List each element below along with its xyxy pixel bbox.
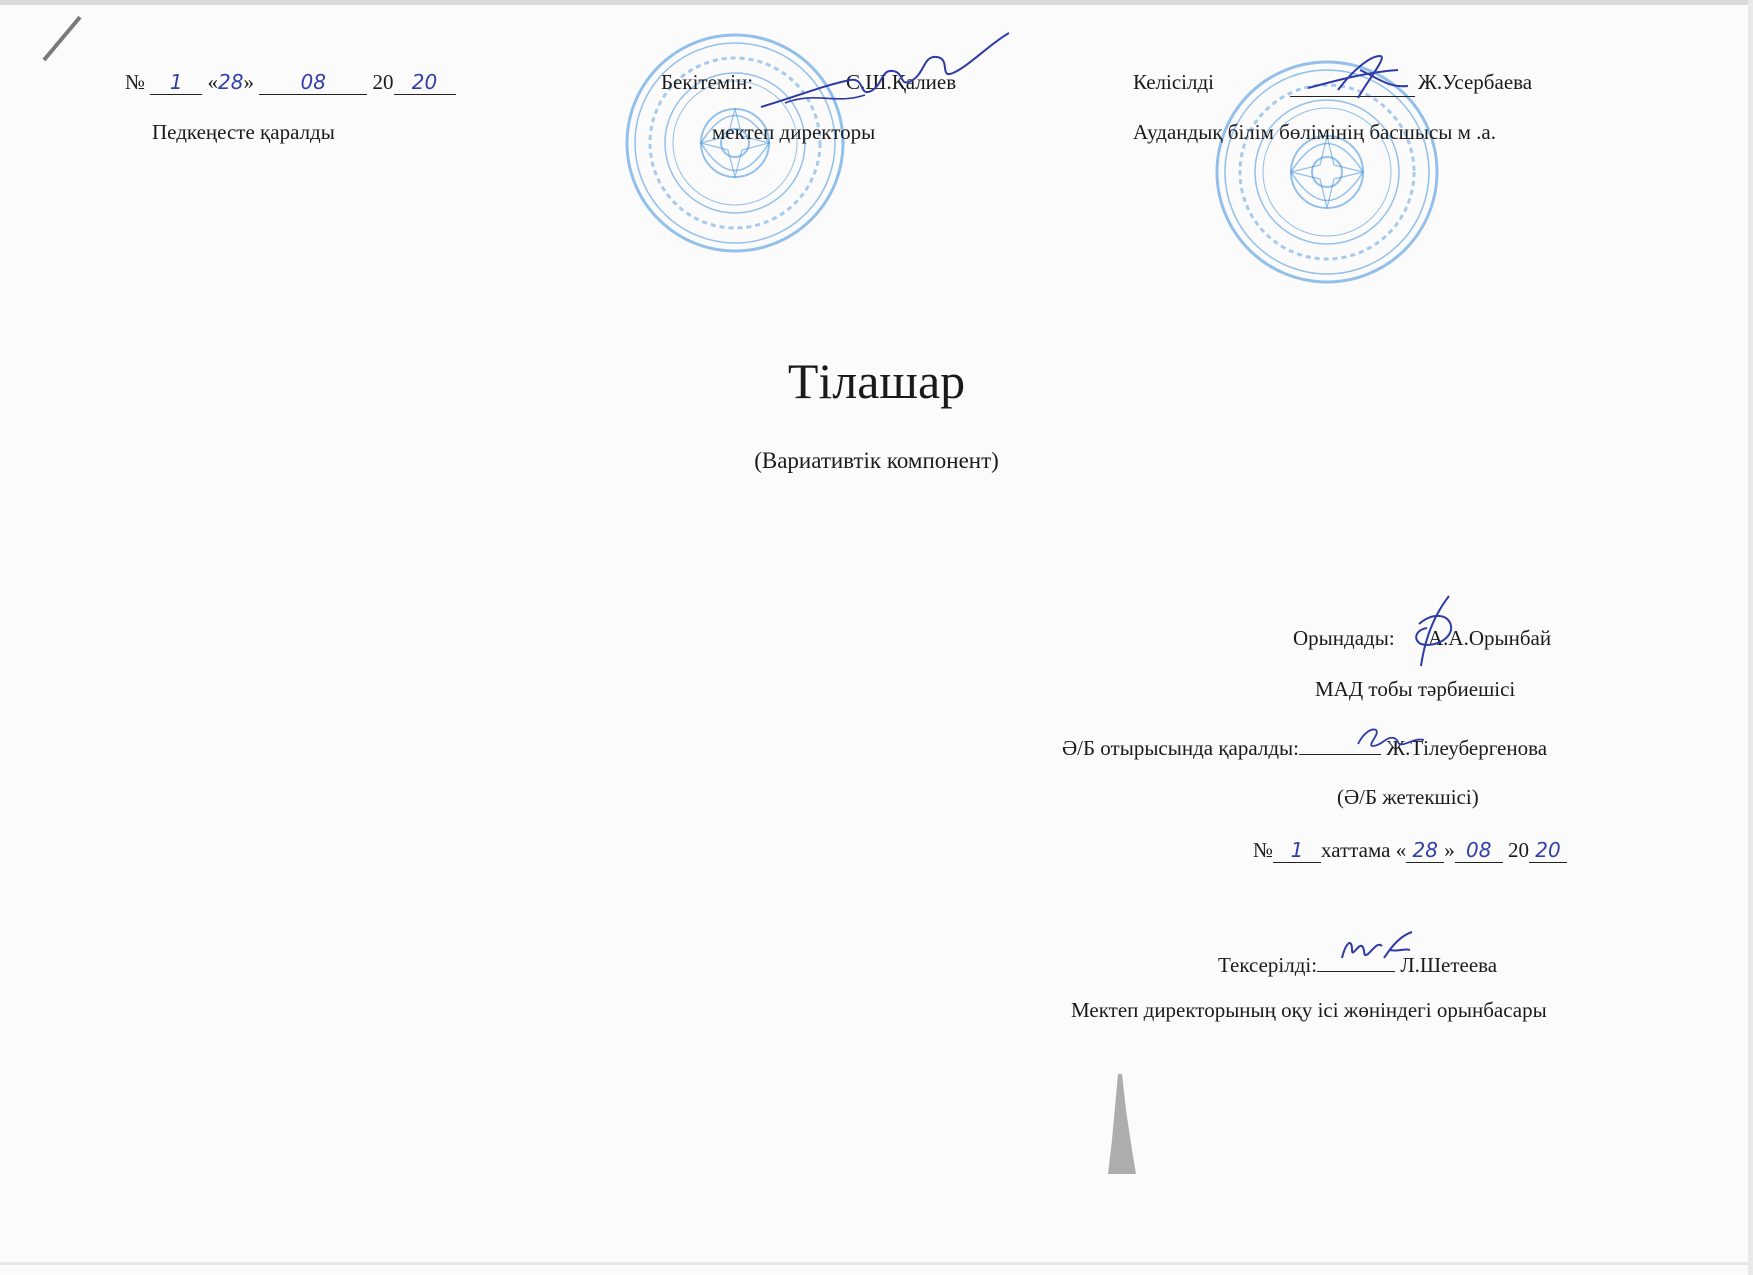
scan-edge-bottom <box>0 1262 1753 1265</box>
director-name: С.Ш.Қалиев <box>846 70 957 94</box>
mo-head-signature <box>1352 722 1432 752</box>
header-left-date-line: № 1 «28» 08 20 20 <box>125 70 456 95</box>
council-number-field: 1 <box>150 70 202 95</box>
director-signature <box>755 25 1015 120</box>
mo-head-role: (Ә/Б жетекшісі) <box>1337 785 1479 809</box>
protocol-day-field: 28 <box>1406 838 1444 863</box>
department-head-name: Ж.Усербаева <box>1418 70 1533 94</box>
council-month-field: 08 <box>259 70 367 95</box>
department-head-position: Аудандық білім бөлімінің басшысы м .а. <box>1133 120 1496 144</box>
mo-review-label: Ә/Б отырысында қаралды: <box>1062 736 1299 760</box>
document-title: Тілашар <box>787 353 966 409</box>
council-day: 28 <box>218 70 244 94</box>
agreed-label: Келісілді <box>1133 70 1214 94</box>
council-caption: Педкеңесте қаралды <box>152 120 335 144</box>
performer-role: МАД тобы тәрбиешісі <box>1315 677 1516 701</box>
performer-signature <box>1405 592 1465 672</box>
approve-label: Бекітемін: <box>661 70 754 94</box>
checked-role: Мектеп директорының оқу ісі жөніндегі орынбасары <box>1071 998 1547 1022</box>
deputy-signature <box>1338 928 1418 968</box>
scan-artifact-mark <box>1102 1070 1142 1180</box>
protocol-month-field: 08 <box>1455 838 1503 863</box>
director-position: мектеп директоры <box>712 120 876 144</box>
mo-head-name: Ж.Тілеубергенова <box>1386 736 1548 760</box>
number-sign: № <box>125 70 146 94</box>
document-subtitle: (Вариативтік компонент) <box>754 448 999 473</box>
protocol-number-field: 1 <box>1273 838 1321 863</box>
checked-label: Тексерілді: <box>1218 953 1318 977</box>
council-year-field: 20 <box>394 70 456 95</box>
protocol-line: № 1 хаттама « 28 » 08 20 20 <box>1253 838 1567 863</box>
scan-edge-top <box>0 0 1753 5</box>
protocol-year-field: 20 <box>1529 838 1567 863</box>
department-head-signature <box>1298 50 1418 105</box>
mo-review-line <box>1062 730 1547 761</box>
checked-name: Л.Шетеева <box>1400 953 1498 977</box>
scan-edge-right <box>1748 0 1753 1275</box>
performer-label: Орындады: <box>1293 626 1395 650</box>
performer-name: А.А.Орынбай <box>1428 626 1552 650</box>
scan-mark <box>42 16 81 61</box>
